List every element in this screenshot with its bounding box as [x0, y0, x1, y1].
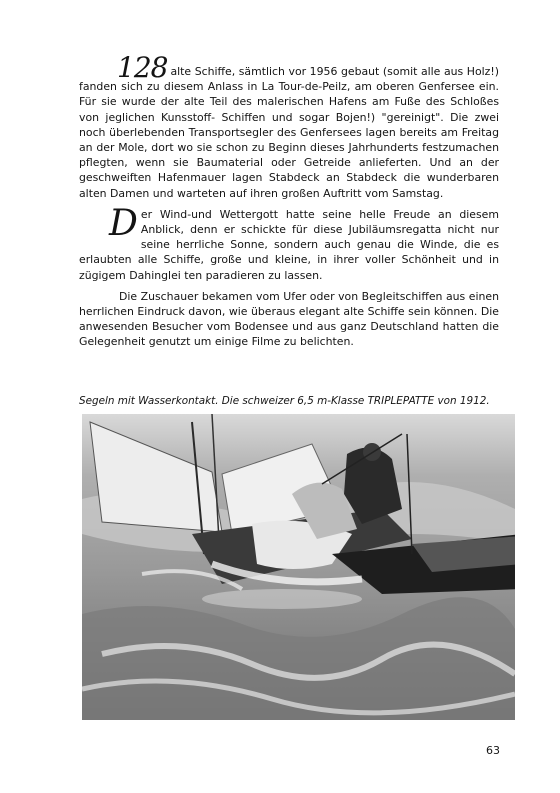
paragraph-2 [79, 202, 499, 283]
sailing-photo [82, 414, 515, 720]
lead-number: 128 [117, 51, 168, 84]
photo-caption: Segeln mit Wasserkontakt. Die schweizer 6,5 m-Klasse TRIPLEPATTE von 1912. [79, 395, 490, 407]
article-body [79, 51, 499, 356]
sailing-photo-drawing [82, 414, 515, 720]
paragraph-1-text: alte Schiffe, sämtlich vor 1956 gebaut (somit alle aus Holz!) fanden sich zu diesem Anlass in La Tour-de-Peilz, am oberen Genfersee ein. Für sie wurde der alte Teil des malerischen Hafens am Fuße des Schloßes von jeglichen Kunsstoff- Schiffen und sogar Bojen!) "gereinigt". Die zwei noch überlebenden Transportsegler des Genfersees lagen bereits am Freitag an der Mole, dort wo sie schon zu Beginn dieses Jahrhunderts festzumachen pflegten, wenn sie Baumaterial oder Getreide anlieferten. Und an der geschweiften Hafenmauer lagen Stabdeck an Stabdeck die wunderbaren alten Damen und warteten auf ihren großen Auftritt vom Samstag. [79, 65, 499, 200]
paragraph-3: Die Zuschauer bekamen vom Ufer oder von Begleitschiffen aus einen herrlichen Eindruck davon, wie überaus elegant alte Schiffe sein können. Die anwesenden Besucher vom Bodensee und aus ganz Deutschland hatten die Gelegenheit genutzt um einige Filme zu belichten. [79, 289, 499, 349]
paragraph-1 [79, 51, 499, 201]
drop-cap: D [109, 202, 138, 244]
paragraph-2-text: er Wind-und Wettergott hatte seine helle Freude an diesem Anblick, denn er schickte für diese Jubiläumsregatta nicht nur seine herrliche Sonne, sondern auch genau die Winde, die es erlaubten alle Schiffe, große und kleine, in ihrer voller Schönheit und in zügigem Dahinglei ten paradieren zu lassen. [79, 207, 499, 282]
page-number: 63 [486, 744, 500, 757]
